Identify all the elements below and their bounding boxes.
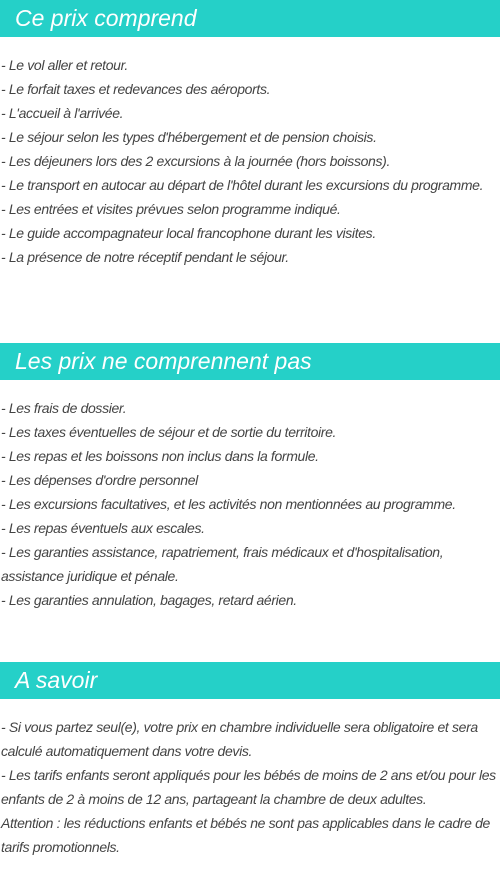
list-item: - Les tarifs enfants seront appliqués pour les bébés de moins de 2 ans et/ou pour les enfants de 2 à moins de 12 ans, partageant la chambre de deux adultes. — [1, 767, 496, 807]
list-item: - Les garanties assistance, rapatriement, frais médicaux et d'hospitalisation, assistance juridique et pénale. — [1, 544, 444, 584]
section-title-includes: Ce prix comprend — [0, 0, 500, 37]
section-title-good-to-know: A savoir — [0, 662, 500, 699]
section-good-to-know — [0, 662, 500, 859]
list-item: - Le transport en autocar au départ de l'hôtel durant les excursions du programme. — [1, 177, 484, 193]
section-price-excludes — [0, 343, 500, 612]
list-item: - Les dépenses d'ordre personnel — [1, 472, 198, 488]
list-item: - Les taxes éventuelles de séjour et de sortie du territoire. — [1, 424, 337, 440]
list-item: - Si vous partez seul(e), votre prix en chambre individuelle sera obligatoire et sera calculé automatiquement dans votre devis. — [1, 719, 478, 759]
list-item: - Les repas et les boissons non inclus dans la formule. — [1, 448, 319, 464]
good-to-know-list — [0, 699, 500, 859]
list-item: Attention : les réductions enfants et bébés ne sont pas applicables dans le cadre de tarifs promotionnels. — [1, 815, 490, 855]
list-item: - Les déjeuners lors des 2 excursions à la journée (hors boissons). — [1, 153, 390, 169]
list-item: - Le séjour selon les types d'hébergement et de pension choisis. — [1, 129, 377, 145]
excludes-list — [0, 380, 500, 612]
list-item: - Les frais de dossier. — [1, 400, 127, 416]
list-item: - Les excursions facultatives, et les activités non mentionnées au programme. — [1, 496, 456, 512]
section-title-excludes: Les prix ne comprennent pas — [0, 343, 500, 380]
list-item: - Le forfait taxes et redevances des aéroports. — [1, 81, 271, 97]
list-item: - Les repas éventuels aux escales. — [1, 520, 205, 536]
list-item: - Les entrées et visites prévues selon programme indiqué. — [1, 201, 341, 217]
list-item: - Le vol aller et retour. — [1, 57, 128, 73]
list-item: - Les garanties annulation, bagages, retard aérien. — [1, 592, 297, 608]
section-price-includes — [0, 0, 500, 269]
list-item: - L'accueil à l'arrivée. — [1, 105, 124, 121]
list-item: - La présence de notre réceptif pendant le séjour. — [1, 249, 289, 265]
list-item: - Le guide accompagnateur local francophone durant les visites. — [1, 225, 376, 241]
includes-list — [0, 37, 500, 269]
